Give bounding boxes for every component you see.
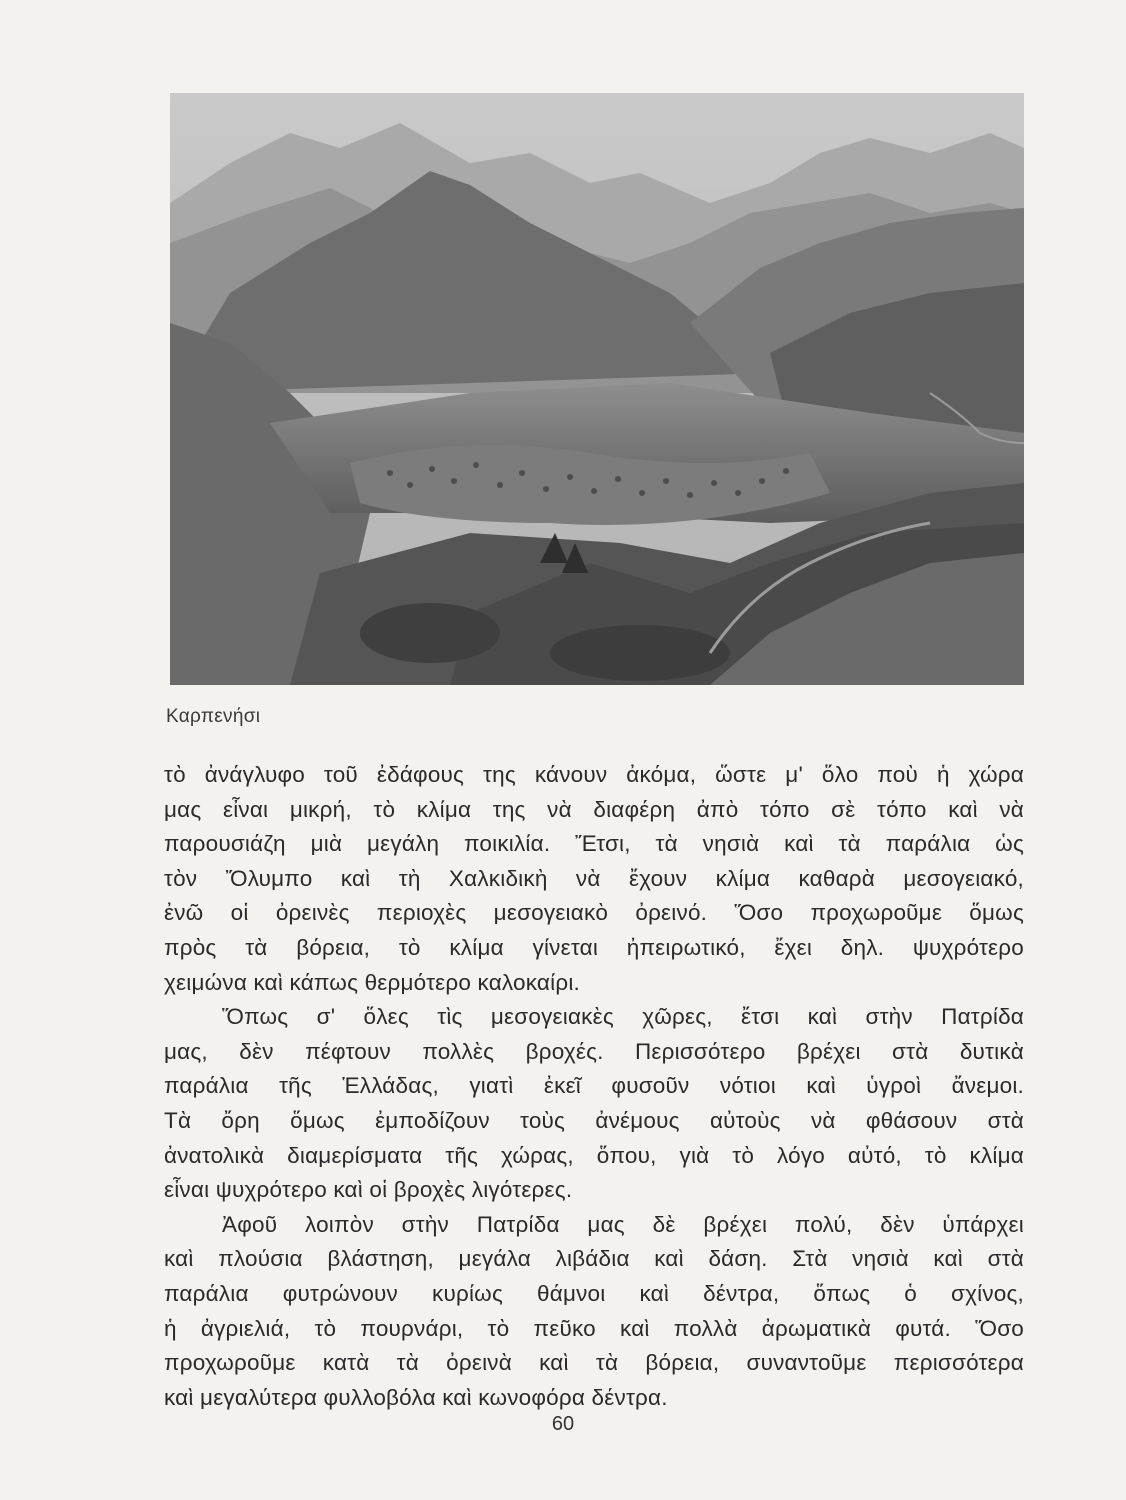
page-number: 60 [551, 1413, 575, 1435]
text-line: ἀνατολικὰ διαμερίσματα τῆς χώρας, ὅπου, γιὰ τὸ λόγο αὐτό, τὸ κλίμα [164, 1142, 1024, 1168]
body-text [164, 758, 1024, 1415]
text-line: καὶ πλούσια βλάστηση, μεγάλα λιβάδια καὶ δάση. Στὰ νησιὰ καὶ στὰ [164, 1246, 1024, 1272]
mountain-landscape-image [170, 93, 1024, 685]
text-line: παρουσιάζη μιὰ μεγάλη ποικιλία. Ἔτσι, τὰ νησιὰ καὶ τὰ παράλια ὡς [164, 831, 1024, 857]
text-line: Ὅπως σ' ὅλες τὶς μεσογειακὲς χῶρες, ἔτσι καὶ στὴν Πατρίδα [222, 1004, 1024, 1030]
text-line: παράλια τῆς Ἑλλάδας, γιατὶ ἐκεῖ φυσοῦν νότιοι καὶ ὑγροὶ ἄνεμοι. [164, 1073, 1024, 1099]
paragraph-2 [164, 1000, 1024, 1208]
text-line: εἶναι ψυχρότερο καὶ οἱ βροχὲς λιγότερες. [164, 1177, 573, 1203]
text-line: ἡ ἀγριελιά, τὸ πουρνάρι, τὸ πεῦκο καὶ πολλὰ ἀρωματικὰ φυτά. Ὅσο [164, 1315, 1024, 1341]
text-line: πρὸς τὰ βόρεια, τὸ κλίμα γίνεται ἠπειρωτικό, ἔχει δηλ. ψυχρότερο [164, 934, 1024, 960]
photo-karpenisi [170, 93, 1024, 685]
text-line: προχωροῦμε κατὰ τὰ ὀρεινὰ καὶ τὰ βόρεια, συναντοῦμε περισσότερα [164, 1350, 1024, 1376]
text-line: τὸ ἀνάγλυφο τοῦ ἐδάφους της κάνουν ἀκόμα, ὥστε μ' ὅλο ποὺ ἡ χώρα [164, 762, 1024, 787]
photo-caption: Καρπενήσι [166, 706, 261, 727]
text-line: Τὰ ὄρη ὅμως ἐμποδίζουν τοὺς ἀνέμους αὐτοὺς νὰ φθάσουν στὰ [164, 1107, 1024, 1133]
text-line: Ἀφοῦ λοιπὸν στὴν Πατρίδα μας δὲ βρέχει πολύ, δὲν ὑπάρχει [222, 1211, 1024, 1237]
text-line: καὶ μεγαλύτερα φυλλοβόλα καὶ κωνοφόρα δέντρα. [164, 1384, 668, 1410]
paragraph-1 [164, 758, 1024, 1000]
text-line: μας, δὲν πέφτουν πολλὲς βροχές. Περισσότερο βρέχει στὰ δυτικὰ [164, 1038, 1024, 1064]
text-line: ἐνῶ οἱ ὀρεινὲς περιοχὲς μεσογειακὸ ὀρεινό. Ὅσο προχωροῦμε ὅμως [164, 900, 1024, 926]
text-line: χειμώνα καὶ κάπως θερμότερο καλοκαίρι. [164, 969, 580, 995]
text-line: παράλια φυτρώνουν κυρίως θάμνοι καὶ δέντρα, ὅπως ὁ σχίνος, [164, 1280, 1024, 1306]
paragraph-3 [164, 1208, 1024, 1416]
text-line: μας εἶναι μικρή, τὸ κλίμα της νὰ διαφέρη ἀπὸ τόπο σὲ τόπο καὶ νὰ [164, 796, 1024, 822]
text-line: τὸν Ὄλυμπο καὶ τὴ Χαλκιδικὴ νὰ ἔχουν κλίμα καθαρὰ μεσογειακό, [164, 865, 1024, 891]
